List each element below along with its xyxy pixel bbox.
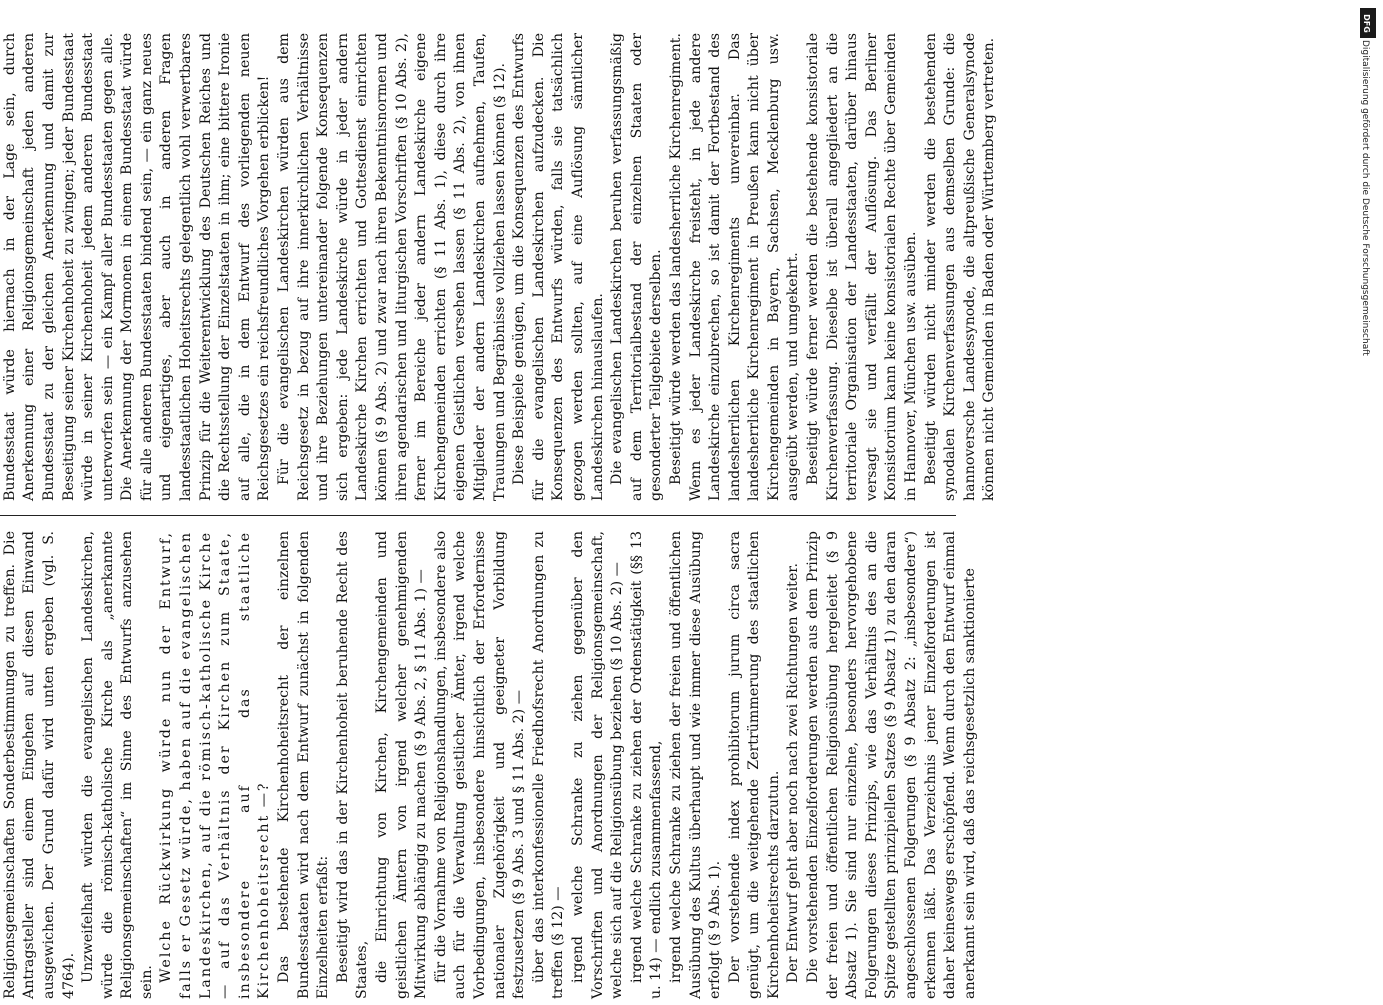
paragraph: Bundesstaat würde hiernach in der Lage sein, durch Anerkennung einer Religionsgemeinschaft jeden anderen Bundesstaat zu der gleichen Anerkennung und damit zur Beseitigung seiner Kirchenhoheit zu zwingen; jeder Bundesstaat würde in seiner Kirchenhoheit jedem anderen Bundesstaat unterworfen sein — ein Kampf aller Bundesstaaten gegen alle. Die Anerkennung der Mormonen in einem Bundesstaat würde für alle anderen Bundesstaaten bindend sein, — ein ganz neues und eigenartiges, aber auch in anderen Fragen landesstaatlichen Hoheitsrechts gelegentlich wohl verwertbares Prinzip für die Weiterentwicklung des Deutschen Reiches und die Rechtsstellung der Einzelstaaten in ihm; eine bittere Ironie auf alle, die in dem Entwurf des vorliegenden neuen Reichsgesetzes ein reichsfreundliches Vorgehen erblicken!: [1, 33, 273, 501]
paragraph: Das bestehende Kirchenhoheitsrecht der einzelnen Bundesstaaten wird nach dem Entwurf zunächst in folgenden Einzelheiten erfaßt:: [276, 531, 332, 999]
paragraph: Beseitigt wird das in der Kirchenhoheit beruhende Recht des Staates,: [334, 531, 371, 999]
dfg-logo: [1360, 8, 1376, 38]
paragraph: Der vorstehende index prohibitorum jurum circa sacra genügt, um die weitgehende Zertrümmerung des staatlichen Kirchenhoheitsrechts darzutun.: [726, 531, 782, 999]
paragraph: Für die evangelischen Landeskirchen würden aus dem Reichsgesetz in bezug auf ihre innerkirchlichen Verhältnisse und ihre Beziehungen untereinander folgende Konsequenzen sich ergeben: jede Landeskirche würde in jeder andern Landeskirche Kirchen errichten und Gottesdienst einrichten können (§ 9 Abs. 2) und zwar nach ihren Bekenntnisnormen und ihren agendarischen und liturgischen Vorschriften (§ 10 Abs. 2), ferner im Bereiche jeder andern Landeskirche eigene Kirchengemeinden errichten (§ 11 Abs. 1), diese durch ihre eigenen Geistlichen versehen lassen (§ 11 Abs. 2), von ihnen Mitglieder der andern Landeskirchen aufnehmen, Taufen, Trauungen und Begräbnisse vollziehen lassen können (§ 12).: [276, 33, 508, 501]
column-divider: [0, 515, 956, 516]
paragraph: die Einrichtung von Kirchen, Kirchengemeinden und geistlichen Ämtern von irgend welcher genehmigenden Mitwirkung abhängig zu machen (§ 9 Abs. 2, § 11 Abs. 1) —: [374, 531, 430, 999]
paragraph: Diese Beispiele genügen, um die Konsequenzen des Entwurfs für die evangelischen Landeskirchen aufzudecken. Die Konsequenzen des Entwurfs würden, falls sie tatsächlich gezogen werden sollten, auf eine Auflösung sämtlicher Landeskirchen hinauslaufen.: [511, 33, 606, 501]
paragraph: über das interkonfessionelle Friedhofsrecht Anordnungen zu treffen (§ 12) —: [530, 531, 567, 999]
paragraph: irgend welche Schranke zu ziehen der Ordenstätigkeit (§§ 13 u. 14) — endlich zusammenfassend,: [628, 531, 665, 999]
paragraph: irgend welche Schranke zu ziehen gegenüber den Vorschriften und Anordnungen der Religionsgemeinschaft, welche sich auf die Religionsübung beziehen (§ 10 Abs. 2) —: [569, 531, 626, 999]
paragraph: Beseitigt würde werden das landesherrliche Kirchenregiment. Wenn es jeder Landeskirche freisteht, in jede andere Landeskirche einzubrechen, so ist damit der Fortbestand des landesherrlichen Kirchenregiments unvereinbar. Das landesherrliche Kirchenregiment in Preußen kann nicht über Kirchengemeinden in Bayern, Sachsen, Mecklenburg usw. ausgeübt werden, und umgekehrt.: [667, 33, 802, 501]
margin-note: [1356, 40, 1374, 960]
right-column: [0, 33, 998, 501]
paragraph: Beseitigt würde ferner werden die bestehende konsistoriale Kirchenverfassung. Dieselbe ist überall angegliedert an die territoriale Organisation der Landesstaaten, darüber hinaus versagt sie und verfällt der Auflösung. Das Berliner Konsistorium kann keine konsistorialen Rechte über Gemeinden in Hannover, München usw. ausüben.: [805, 33, 920, 501]
paragraph: Der Entwurf geht aber noch nach zwei Richtungen weiter.: [785, 563, 802, 983]
paragraph: Welche Rückwirkung würde nun der Entwurf, falls er Gesetz würde, haben auf die evangelischen Landeskirchen, auf die römisch-katholische Kirche — auf das Verhältnis der Kirchen zum Staate, insbesondere auf das staatliche Kirchenhoheitsrecht —?: [158, 531, 273, 999]
rotated-page: [0, 25, 998, 1005]
paragraph: Religionsgemeinschaften Sonderbestimmungen zu treffen. Die Antragsteller sind einem Eingehen auf diesen Einwand ausgewichen. Der Grund dafür wird unten ergeben (vgl. S. 4764).: [1, 531, 77, 999]
margin-note-text: Digitalisierung gefördert durch die Deutsche Forschungsgemeinschaft: [1360, 40, 1370, 356]
paragraph: für die Vornahme von Religionshandlungen, insbesondere also auch für die Verwaltung geistlicher Ämter, irgend welche Vorbedingungen, insbesondere hinsichtlich der Erfordernisse nationaler Zugehörigkeit und geeigneter Vorbildung festzusetzen (§ 9 Abs. 3 und § 11 Abs. 2) —: [432, 531, 528, 999]
paragraph: Die vorstehenden Einzelforderungen werden aus dem Prinzip der freien und öffentlichen Religionsübung hergeleitet (§ 9 Absatz 1). Sie sind nur einzelne, besonders hervorgehobene Folgerungen dieses Prinzips, wie das Verhältnis des an die Spitze gestellten prinzipiellen Satzes (§ 9 Absatz 1) zu den daran angeschlossenen Folgerungen (§ 9 Absatz 2: „insbesondere“) erkennen läßt. Das Verzeichnis jener Einzelforderungen ist daher keineswegs erschöpfend. Wenn durch den Entwurf einmal anerkannt sein wird, daß das reichsgesetzlich sanktionierte: [805, 531, 978, 999]
paragraph: Die evangelischen Landeskirchen beruhen verfassungsmäßig auf dem Territorialbestand der einzelnen Staaten oder gesonderter Teilgebiete derselben.: [609, 33, 665, 501]
left-column: [0, 531, 978, 999]
paragraph: irgend welche Schranke zu ziehen der freien und öffentlichen Ausübung des Kultus überhaupt und wie immer diese Ausübung erfolgt (§ 9 Abs. 1).: [667, 531, 724, 999]
paragraph: Beseitigt würden nicht minder werden die bestehenden synodalen Kirchenverfassungen aus demselben Grunde: die hannoversche Landessynode, die altpreußische Generalsynode können nicht Gemeinden in Baden oder Württemberg vertreten.: [922, 33, 998, 501]
dfg-logo-text: DFG: [1361, 14, 1371, 33]
paragraph: Unzweifelhaft würden die evangelischen Landeskirchen, würde die römisch-katholische Kirche als „anerkannte Religionsgemeinschaften“ im Sinne des Entwurfs anzusehen sein.: [80, 531, 155, 999]
